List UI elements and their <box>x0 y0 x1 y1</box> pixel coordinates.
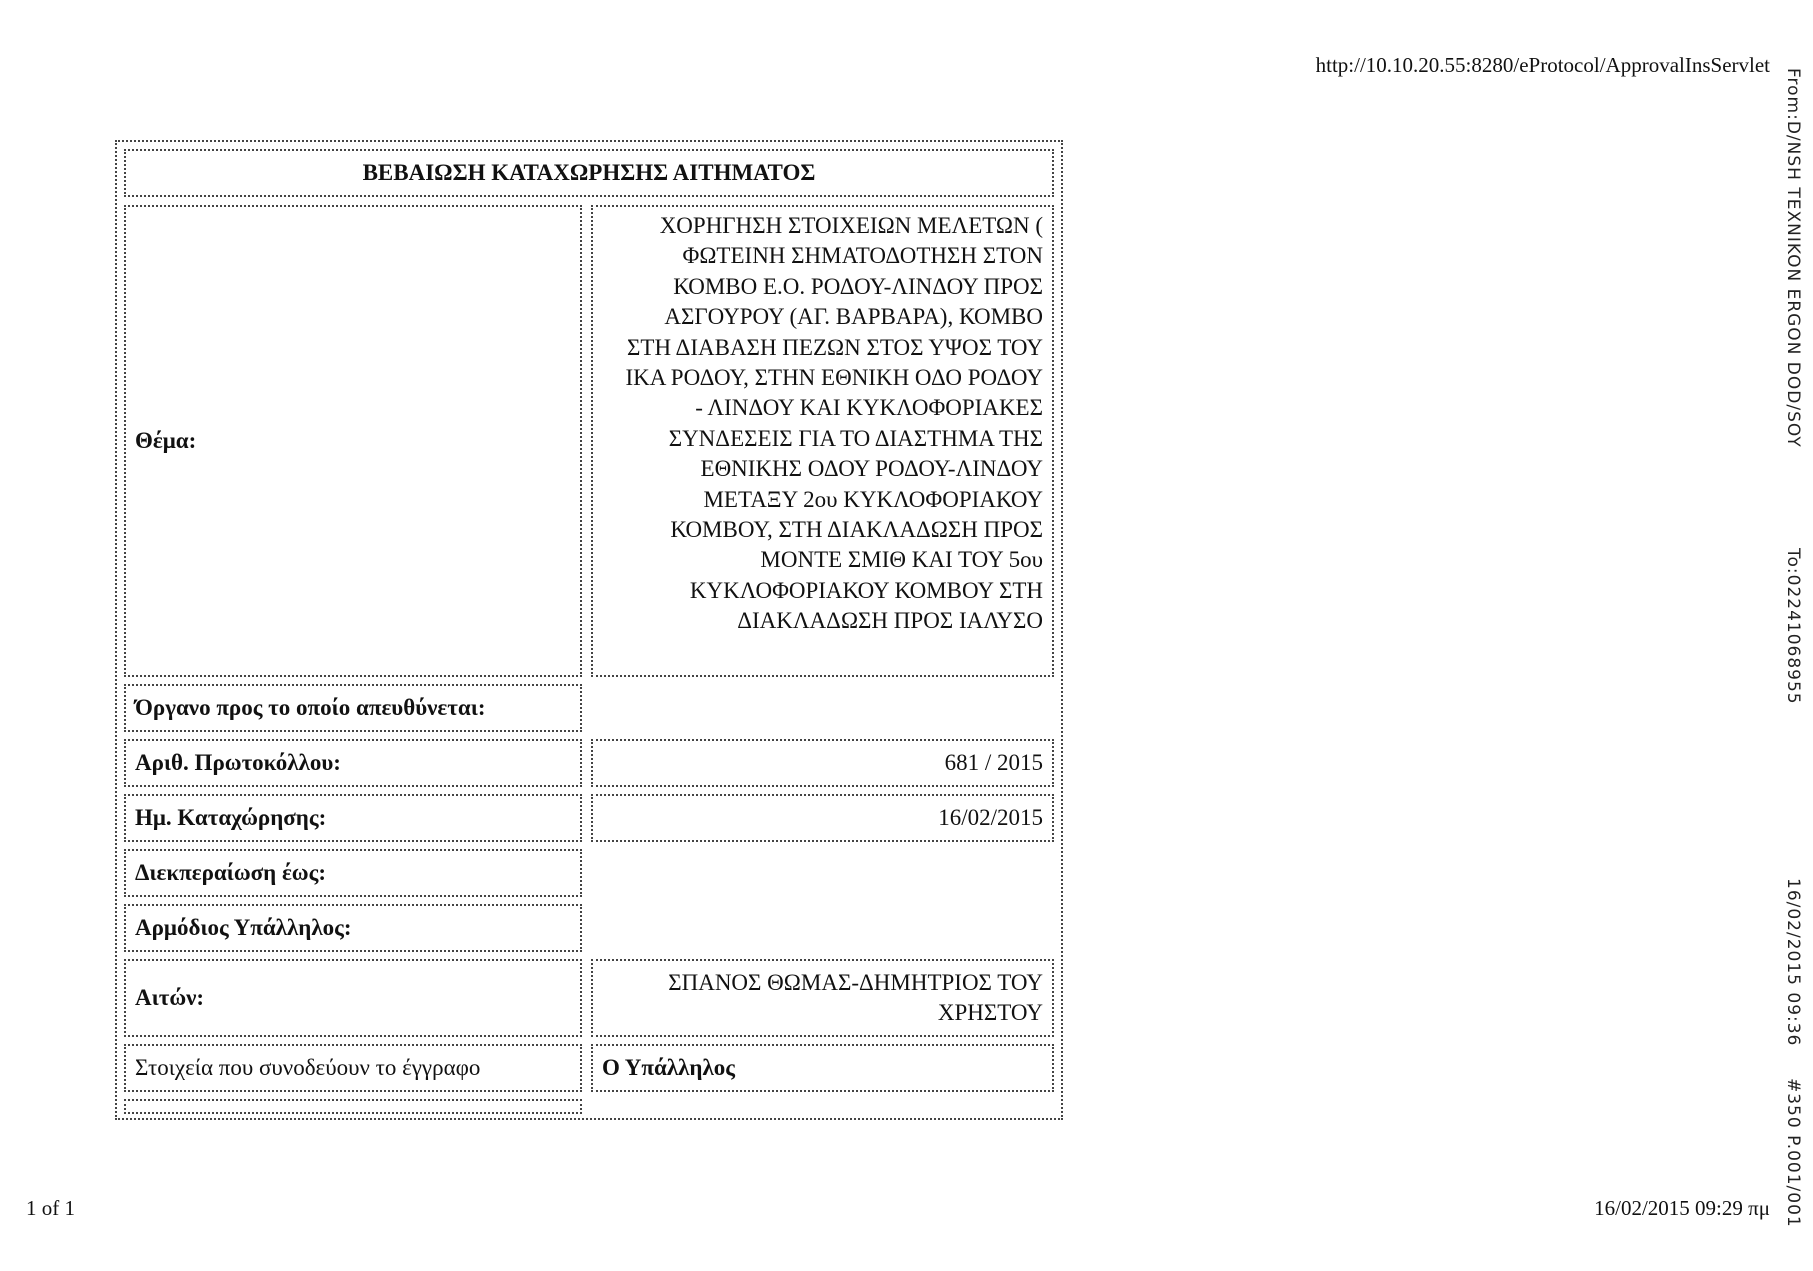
fax-to: To:02241068955 <box>1783 548 1803 705</box>
page-count: 1 of 1 <box>26 1196 75 1220</box>
registration-date-label <box>124 794 582 842</box>
applicant-label <box>124 959 582 1037</box>
registration-certificate-form <box>115 140 1063 1120</box>
empty-row <box>124 1099 582 1114</box>
print-timestamp: 16/02/2015 09:29 πμ <box>1594 1196 1770 1220</box>
registration-date-value <box>591 794 1054 842</box>
officer-label <box>591 1044 1054 1092</box>
subject-value <box>591 205 1054 677</box>
fax-page-number: #350 P.001/001 <box>1783 1078 1803 1228</box>
responsible-employee-label <box>124 904 582 952</box>
registration-date-label-text: Ημ. Καταχώρησης: <box>135 805 327 830</box>
subject-label <box>124 205 582 677</box>
officer-label-text: Ο Υπάλληλος <box>602 1055 735 1080</box>
page-url: http://10.10.20.55:8280/eProtocol/ApprovalInsServlet <box>1315 53 1770 77</box>
applicant-value <box>591 959 1054 1037</box>
recipient-organ-label <box>124 684 582 732</box>
recipient-organ-label-text: Όργανο προς το οποίο απευθύνεται: <box>135 695 486 720</box>
accompanying-documents-label-text: Στοιχεία που συνοδεύουν το έγγραφο <box>135 1055 481 1080</box>
protocol-number-label <box>124 739 582 787</box>
applicant-value-text: ΣΠΑΝΟΣ ΘΩΜΑΣ-ΔΗΜΗΤΡΙΟΣ ΤΟΥ ΧΡΗΣΤΟΥ <box>668 970 1043 1025</box>
fax-transmission-header <box>1783 68 1805 1228</box>
form-title: ΒΕΒΑΙΩΣΗ ΚΑΤΑΧΩΡΗΣΗΣ ΑΙΤΗΜΑΤΟΣ <box>124 149 1054 197</box>
fax-from: From:D/NSH TEXNIKON ERGON DOD/SOY <box>1783 68 1803 448</box>
deadline-label-text: Διεκπεραίωση έως: <box>135 860 326 885</box>
subject-value-text: ΧΟΡΗΓΗΣΗ ΣΤΟΙΧΕΙΩΝ ΜΕΛΕΤΩΝ ( ΦΩΤΕΙΝΗ ΣΗΜΑΤΟΔΟΤΗΣΗ ΣΤΟΝ ΚΟΜΒΟ Ε.Ο. ΡΟΔΟΥ-ΛΙΝΔΟΥ ΠΡΟΣ ΑΣΓΟΥΡΟΥ (ΑΓ. ΒΑΡΒΑΡΑ), ΚΟΜΒΟ ΣΤΗ ΔΙΑΒΑΣΗ ΠΕΖΩΝ ΣΤΟΣ ΥΨΟΣ ΤΟΥ ΙΚΑ ΡΟΔΟΥ, ΣΤΗΝ ΕΘΝΙΚΗ ΟΔΟ ΡΟΔΟΥ - ΛΙΝΔΟΥ ΚΑΙ ΚΥΚΛΟΦΟΡΙΑΚΕΣ ΣΥΝΔΕΣΕΙΣ ΓΙΑ ΤΟ ΔΙΑΣΤΗΜΑ ΤΗΣ ΕΘΝΙΚΗΣ ΟΔΟΥ ΡΟΔΟΥ-ΛΙΝΔΟΥ ΜΕΤΑΞΥ 2ου ΚΥΚΛΟΦΟΡΙΑΚΟΥ ΚΟΜΒΟΥ, ΣΤΗ ΔΙΑΚΛΑΔΩΣΗ ΠΡΟΣ ΜΟΝΤΕ ΣΜΙΘ ΚΑΙ ΤΟΥ 5ου ΚΥΚΛΟΦΟΡΙΑΚΟΥ ΚΟΜΒΟΥ ΣΤΗ ΔΙΑΚΛΑΔΩΣΗ ΠΡΟΣ ΙΑΛΥΣΟ <box>625 213 1043 634</box>
protocol-number-label-text: Αριθ. Πρωτοκόλλου: <box>135 750 341 775</box>
responsible-employee-label-text: Αρμόδιος Υπάλληλος: <box>135 915 352 940</box>
accompanying-documents-label <box>124 1044 582 1092</box>
protocol-number-value <box>591 739 1054 787</box>
deadline-label <box>124 849 582 897</box>
protocol-number-value-text: 681 / 2015 <box>944 750 1043 775</box>
subject-label-text: Θέμα: <box>135 428 197 453</box>
applicant-label-text: Αιτών: <box>135 985 205 1010</box>
fax-datetime: 16/02/2015 09:36 <box>1783 878 1803 1047</box>
registration-date-value-text: 16/02/2015 <box>938 805 1043 830</box>
